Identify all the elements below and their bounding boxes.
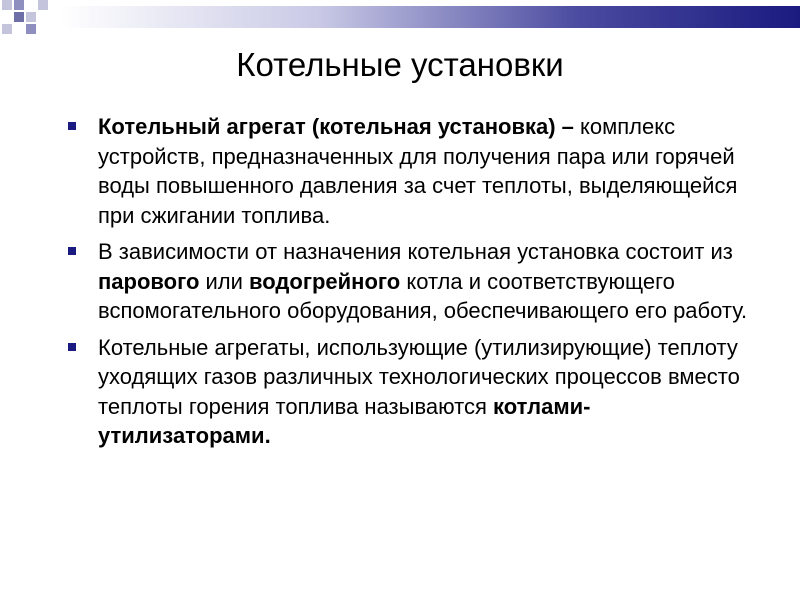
bullet-bold-term: котлами-утилизаторами. bbox=[98, 393, 591, 448]
slide-title: Котельные установки bbox=[236, 46, 564, 83]
square-bullet-icon bbox=[68, 343, 76, 351]
bullet-text: или bbox=[199, 268, 250, 294]
bullet-bold-lead: Котельный агрегат (котельная установка) – bbox=[98, 114, 574, 139]
bullet-text: В зависимости от назначения котельная установка состоит из bbox=[98, 239, 733, 264]
decor-square bbox=[2, 24, 12, 34]
bullet-text: комплекс устройств, предназначенных для получения пара или горячей воды повышенного давления за счет теплоты, выделяющейся при сжигании топлива. bbox=[98, 114, 738, 228]
bullet-item bbox=[68, 112, 758, 230]
bullet-text: котла и соответствующего вспомогательного оборудования, обеспечивающего его работу. bbox=[98, 268, 748, 323]
square-bullet-icon bbox=[68, 247, 76, 255]
bullet-text: Котельные агрегаты, использующие (утилизирующие) теплоту уходящих газов различных технологических процессов вместо теплоты горения топлива называются bbox=[98, 334, 740, 419]
square-bullet-icon bbox=[68, 122, 76, 130]
bullet-bold-term: парового bbox=[98, 268, 200, 294]
gradient-bar bbox=[60, 6, 800, 28]
decorative-header-band bbox=[0, 0, 800, 34]
decor-square bbox=[14, 12, 24, 22]
decor-square bbox=[26, 12, 36, 22]
bullet-bold-term: водогрейного bbox=[249, 268, 401, 294]
decor-square bbox=[2, 0, 12, 10]
decor-square bbox=[26, 24, 36, 34]
bullet-item bbox=[68, 237, 758, 326]
bullet-item bbox=[68, 333, 758, 451]
decor-square bbox=[38, 0, 48, 10]
bullet-list bbox=[68, 112, 758, 458]
decor-square bbox=[14, 0, 24, 10]
